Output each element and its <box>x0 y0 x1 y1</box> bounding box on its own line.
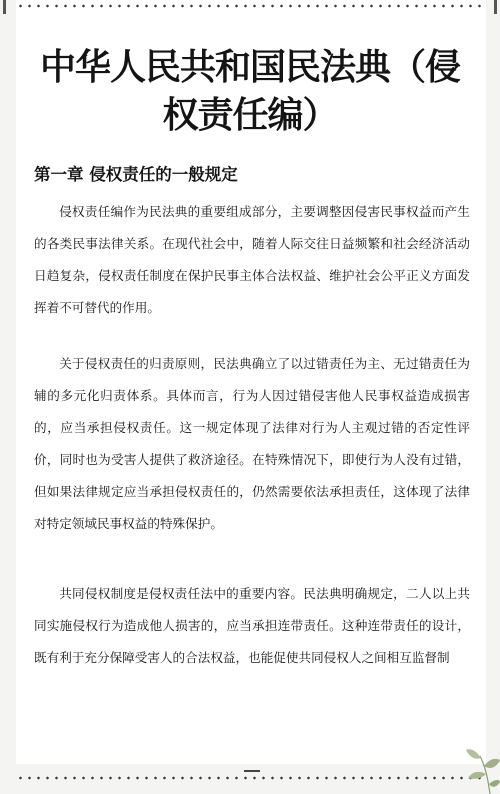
bottom-center-dash <box>244 770 260 772</box>
document-title: 中华人民共和国民法典（侵权责任编） <box>39 47 460 136</box>
bottom-dotted-border <box>16 776 486 780</box>
paragraph-3: 共同侵权制度是侵权责任法中的重要内容。民法典明确规定，二人以上共同实施侵权行为造成他人损害的，应当承担连带责任。这种连带责任的设计，既有利于充分保障受害人的合法权益，也能促使共同侵权人之间相互监督制 <box>34 586 470 665</box>
right-edge-mark <box>494 0 497 14</box>
plant-icon <box>460 740 500 794</box>
chapter-heading: 第一章 侵权责任的一般规定 <box>34 165 238 184</box>
paragraph-1: 侵权责任编作为民法典的重要组成部分，主要调整因侵害民事权益而产生的各类民事法律关系。在现代社会中，随着人际交往日益频繁和社会经济活动日趋复杂，侵权责任制度在保护民事主体合法权益、维护社会公平正义方面发挥着不可替代的作用。 <box>34 204 470 315</box>
paragraph-2: 关于侵权责任的归责原则，民法典确立了以过错责任为主、无过错责任为辅的多元化归责体系。具体而言，行为人因过错侵害他人民事权益造成损害的，应当承担侵权责任。这一规定体现了法律对行为人主观过错的否定性评价，同时也为受害人提供了救济途径。在特殊情况下，即使行为人没有过错，但如果法律规定应当承担侵权责任的，仍然需要依法承担责任，这体现了法律对特定领域民事权益的特殊保护。 <box>34 356 470 531</box>
left-edge-mark <box>3 0 6 14</box>
top-dotted-border <box>16 4 486 8</box>
